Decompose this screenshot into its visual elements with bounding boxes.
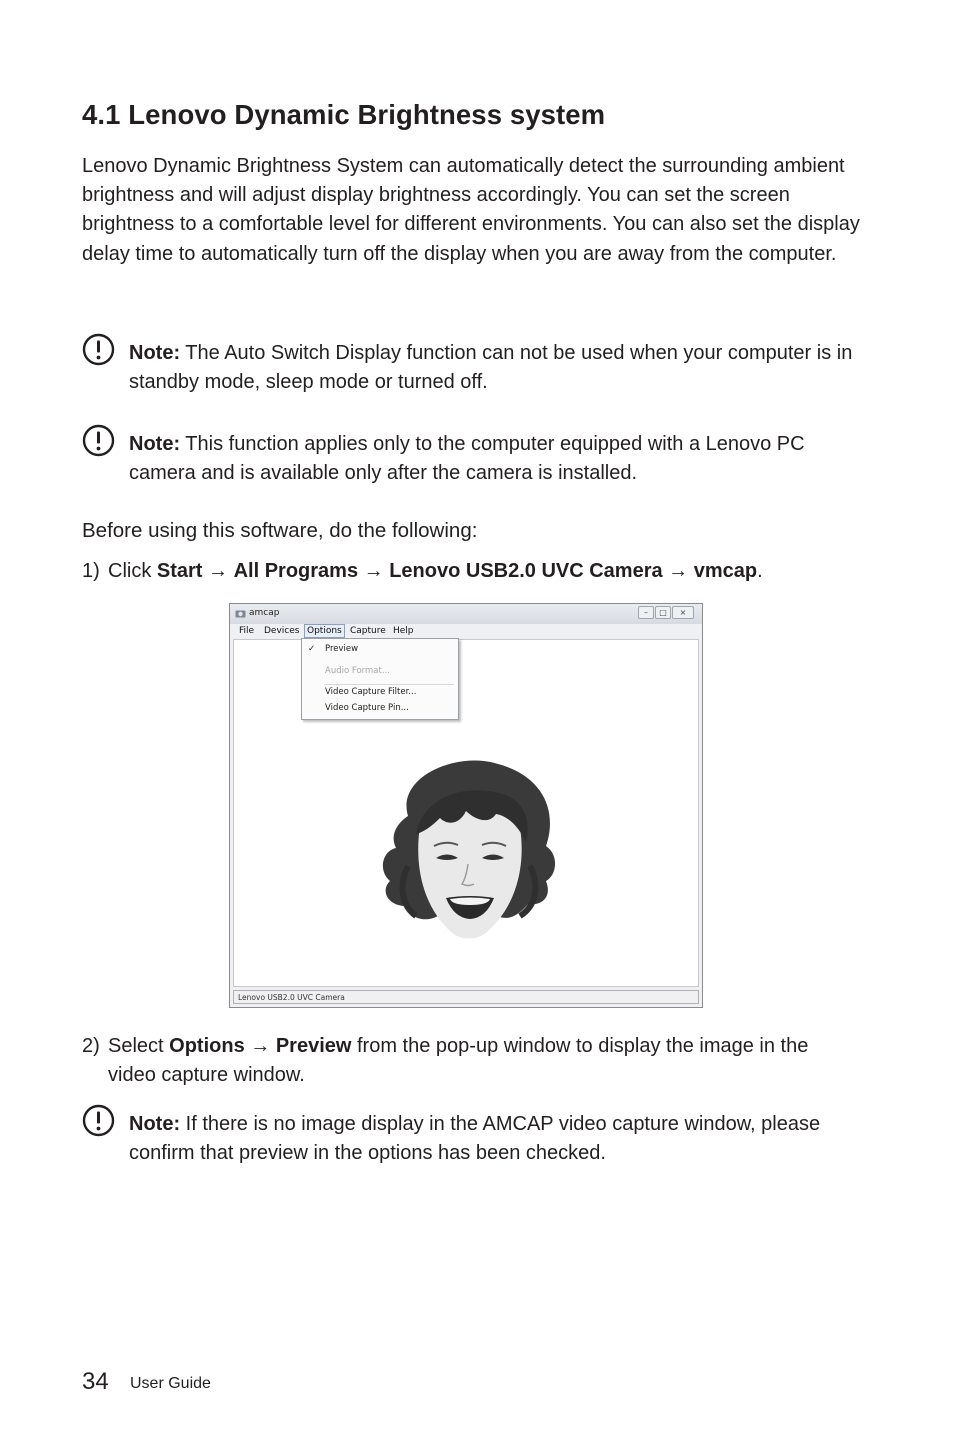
maximize-button[interactable]: □ — [655, 606, 671, 619]
title-bar — [230, 604, 702, 624]
step-1: 1) Click Start → All Programs → Lenovo USB2.0 UVC Camera → vmcap. — [82, 557, 862, 586]
note-label: Note: — [129, 1113, 181, 1135]
step-2-continuation: video capture window. — [108, 1064, 305, 1087]
note-3-text — [129, 1110, 864, 1168]
checkmark-icon: ✓ — [308, 644, 316, 654]
note-label: Note: — [129, 433, 181, 455]
step-number: 1) — [82, 560, 100, 582]
status-bar: Lenovo USB2.0 UVC Camera — [233, 990, 699, 1004]
note-label: Note: — [129, 342, 181, 364]
options-dropdown-menu — [301, 638, 459, 720]
menu-item-preview[interactable]: Preview — [325, 644, 359, 654]
close-button[interactable]: × — [672, 606, 694, 619]
page-number: 34 — [82, 1368, 109, 1395]
menu-help[interactable]: Help — [393, 626, 414, 636]
webcam-face-image — [368, 756, 568, 951]
minimize-button[interactable]: – — [638, 606, 654, 619]
intro-paragraph: Lenovo Dynamic Brightness System can automatically detect the surrounding ambient brightness and will adjust display brightness accordingly. You can set the screen brightness to a comfortable level for different environments. You can also set the display delay time to automatically turn off the display when you are away from the computer. — [82, 155, 860, 265]
amcap-window-screenshot — [229, 603, 703, 1008]
before-using-heading: Before using this software, do the following: — [82, 519, 478, 542]
menu-devices[interactable]: Devices — [264, 626, 300, 636]
step-number: 2) — [82, 1035, 100, 1057]
menu-capture[interactable]: Capture — [350, 626, 386, 636]
menu-separator — [324, 684, 454, 685]
menu-item-video-capture-pin[interactable]: Video Capture Pin... — [325, 703, 409, 713]
section-heading: 4.1 Lenovo Dynamic Brightness system — [82, 99, 606, 130]
menu-bar — [233, 624, 699, 638]
menu-item-video-capture-filter[interactable]: Video Capture Filter... — [325, 687, 417, 697]
footer-label: User Guide — [130, 1375, 211, 1392]
attention-icon — [82, 424, 115, 457]
window-title: amcap — [249, 608, 280, 618]
menu-file[interactable]: File — [239, 626, 255, 636]
camera-icon — [235, 608, 246, 619]
note-body: This function applies only to the computer equipped with a Lenovo PC camera and is available only after the camera is installed. — [129, 433, 805, 485]
note-body: The Auto Switch Display function can not be used when your computer is in standby mode, sleep mode or turned off. — [129, 342, 853, 394]
attention-icon — [82, 333, 115, 366]
note-2-text — [129, 430, 864, 488]
step-2: 2) Select Options → Preview from the pop-up window to display the image in the video capture window. — [82, 1032, 862, 1090]
menu-options[interactable]: Options — [304, 624, 345, 638]
attention-icon — [82, 1104, 115, 1137]
note-1-text — [129, 339, 864, 397]
note-body: If there is no image display in the AMCAP video capture window, please confirm that preview in the options has been checked. — [129, 1113, 821, 1165]
menu-item-audio-format: Audio Format... — [325, 666, 390, 676]
